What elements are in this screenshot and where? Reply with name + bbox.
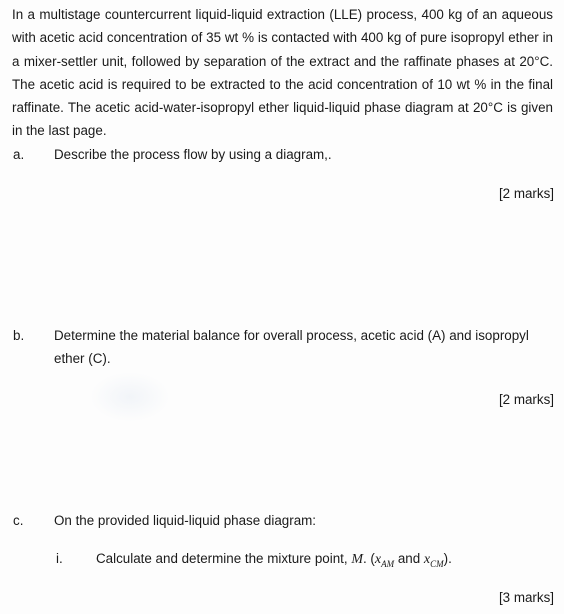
question-c-i [0,547,564,570]
x-am-subscript: AM [381,558,395,569]
question-c-i-text-start: Calculate and determine the mixture point, [96,551,352,566]
question-b [0,324,564,370]
mixture-point-symbol: M [351,552,363,567]
question-c [0,509,564,532]
question-a-marks: [2 marks] [498,186,554,201]
scan-smudge [90,372,170,422]
question-c-i-marks: [3 marks] [498,590,554,605]
question-c-i-text-end: ). [443,551,452,566]
question-c-i-letter: i. [56,551,63,566]
question-c-i-and: and [394,551,424,566]
question-b-text: Determine the material balance for overall process, acetic acid (A) and isopropyl ether (C). [54,328,529,366]
question-b-marks: [2 marks] [498,392,554,407]
x-cm-subscript: CM [430,558,444,569]
x-am-base: x [374,552,382,567]
question-c-i-text-mid: . ( [362,551,375,566]
question-c-text: On the provided liquid-liquid phase diagram: [54,513,317,528]
x-cm-base: x [423,552,431,567]
question-a-text: Describe the process flow by using a diagram,. [54,147,332,162]
question-c-i-text [96,547,556,576]
question-b-letter: b. [13,328,25,343]
problem-statement: In a multistage countercurrent liquid-liquid extraction (LLE) process, 400 kg of an aqueous with acetic acid concentration of 35 wt % is contacted with 400 kg of pure isopropyl ether in a mixer-settler unit, followed by separation of the extract and the raffinate phases at 20°C. The acetic acid is required to be extracted to the acid concentration of 10 wt % in the final raffinate. The acetic acid-water-isopropyl ether liquid-liquid phase diagram at 20°C is given in the last page. [12,7,553,139]
question-c-letter: c. [13,513,24,528]
x-am-variable [375,552,394,567]
question-a [0,143,564,166]
question-a-letter: a. [13,147,25,162]
x-cm-variable [424,552,444,567]
